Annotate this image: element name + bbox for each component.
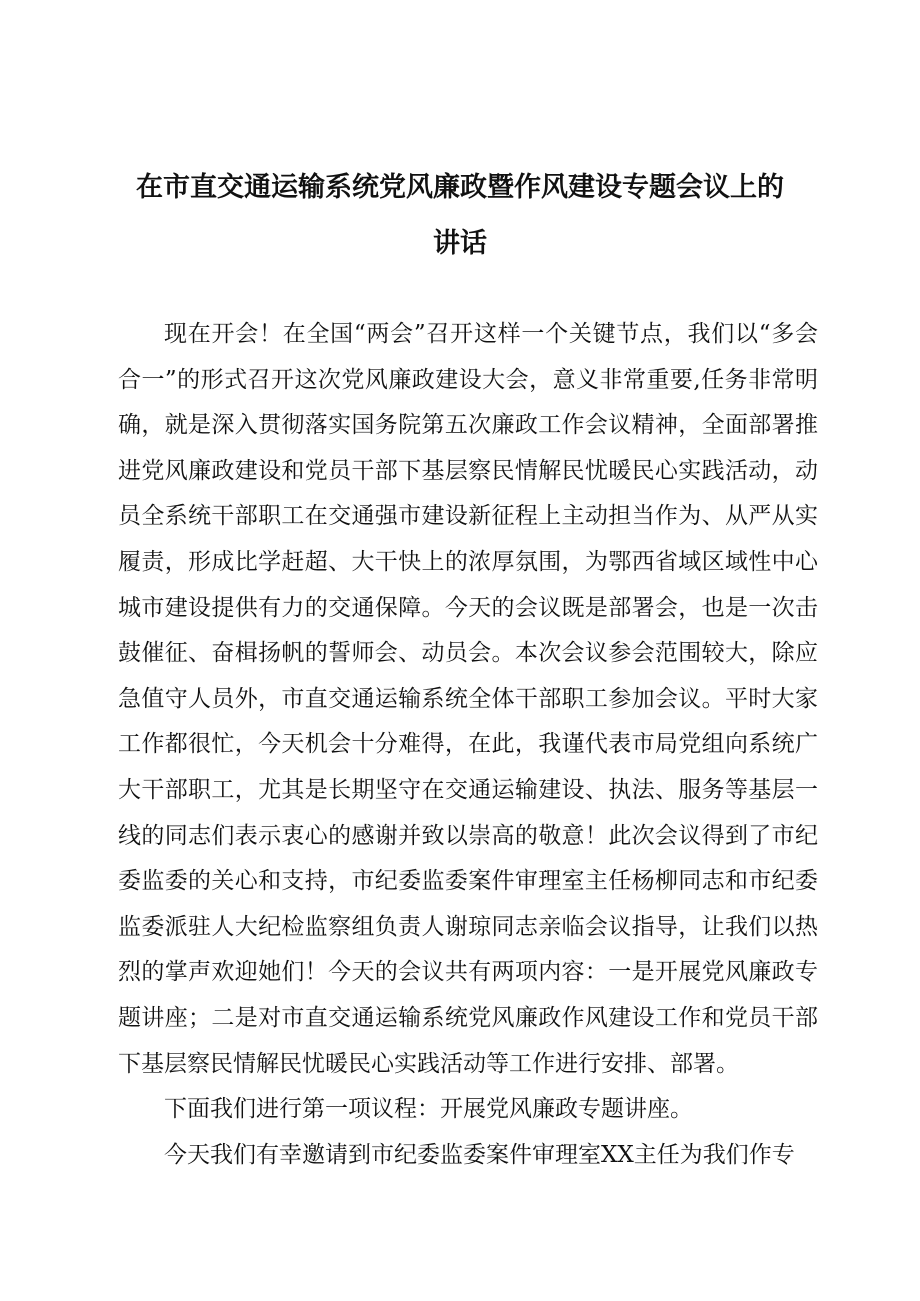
document-body (118, 312, 818, 1178)
document-title (100, 160, 820, 272)
paragraph-opening: 现在开会！在全国“两会”召开这样一个关键节点，我们以“多会合一”的形式召开这次党风廉政建设大会，意义非常重要,任务非常明确，就是深入贯彻落实国务院第五次廉政工作会议精神，全面部署推进党风廉政建设和党员干部下基层察民情解民忧暖民心实践活动，动员全系统干部职工在交通强市建设新征程上主动担当作为、从严从实履责，形成比学赶超、大干快上的浓厚氛围，为鄂西省域区域性中心城市建设提供有力的交通保障。今天的会议既是部署会，也是一次击鼓催征、奋楫扬帆的誓师会、动员会。本次会议参会范围较大，除应急值守人员外，市直交通运输系统全体干部职工参加会议。平时大家工作都很忙，今天机会十分难得，在此，我谨代表市局党组向系统广大干部职工，尤其是长期坚守在交通运输建设、执法、服务等基层一线的同志们表示衷心的感谢并致以崇高的敬意！此次会议得到了市纪委监委的关心和支持，市纪委监委案件审理室主任杨柳同志和市纪委监委派驻人大纪检监察组负责人谢琼同志亲临会议指导，让我们以热烈的掌声欢迎她们！今天的会议共有两项内容：一是开展党风廉政专题讲座；二是对市直交通运输系统党风廉政作风建设工作和党员干部下基层察民情解民忧暖民心实践活动等工作进行安排、部署。 (118, 321, 818, 1077)
title-line-2: 讲话 (433, 228, 487, 259)
title-line-1: 在市直交通运输系统党风廉政暨作风建设专题会议上的 (136, 172, 784, 203)
paragraph-invitation: 今天我们有幸邀请到市纪委监委案件审理室XX主任为我们作专 (164, 1141, 795, 1168)
paragraph-agenda-one: 下面我们进行第一项议程：开展党风廉政专题讲座。 (164, 1096, 693, 1123)
